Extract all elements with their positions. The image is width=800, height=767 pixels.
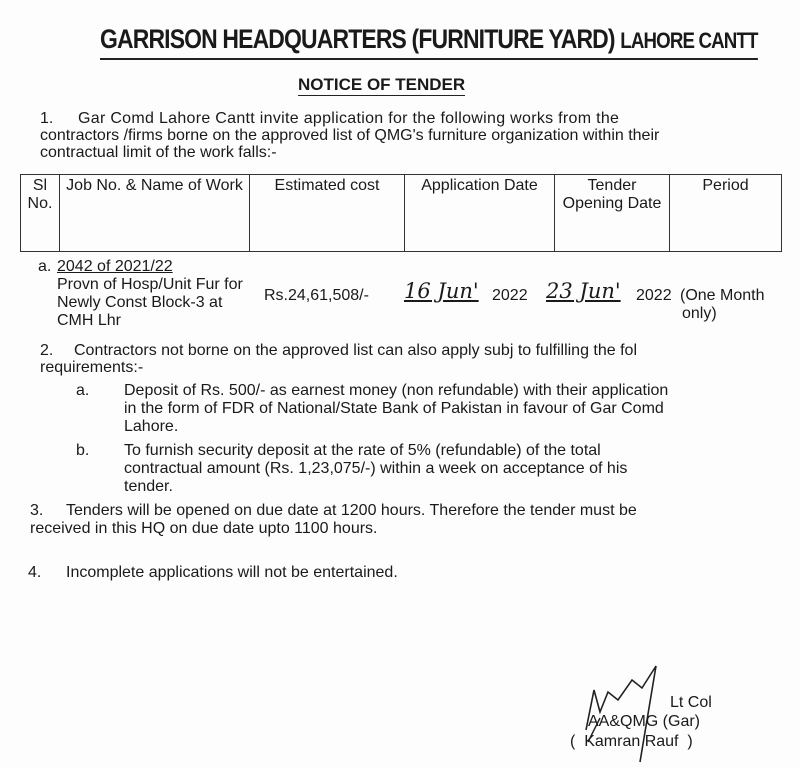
estimated-cost: Rs.24,61,508/- xyxy=(264,287,369,304)
para2a-line: Lahore. xyxy=(124,418,179,435)
para3-line: received in this HQ on due date upto 1100 hours. xyxy=(30,520,378,537)
para2a-line: Deposit of Rs. 500/- as earnest money (non refundable) with their application xyxy=(124,382,669,399)
para3-num: 3. xyxy=(30,502,44,519)
works-table xyxy=(20,174,782,252)
header-sl-no: Sl No. xyxy=(21,175,60,252)
signatory-name: ( Kamran Rauf ) xyxy=(570,733,693,750)
header-app-date: Application Date xyxy=(405,175,555,252)
opening-date-year: 2022 xyxy=(636,287,672,304)
para4-text: Incomplete applications will not be entertained. xyxy=(66,564,398,581)
work-line: Newly Const Block-3 at xyxy=(57,294,223,311)
opening-date-handwritten: 23 Jun' xyxy=(546,279,621,303)
para2b-line: To furnish security deposit at the rate of 5% (refundable) of the total xyxy=(124,442,601,459)
para2-line: requirements:- xyxy=(40,359,144,376)
period-line: only) xyxy=(682,305,717,322)
work-line: Provn of Hosp/Unit Fur for xyxy=(57,276,243,293)
header-period: Period xyxy=(670,175,782,252)
header-opening-date: Tender Opening Date xyxy=(555,175,670,252)
application-date-year: 2022 xyxy=(492,287,528,304)
para1-line: Gar Comd Lahore Cantt invite application for the following works from the xyxy=(78,110,620,127)
para2b-line: tender. xyxy=(124,478,173,495)
job-number: 2042 of 2021/22 xyxy=(57,258,173,275)
para4-num: 4. xyxy=(28,564,42,581)
row-label: a. xyxy=(38,258,52,275)
notice-title: NOTICE OF TENDER xyxy=(298,75,466,94)
para2a-line: in the form of FDR of National/State Bank of Pakistan in favour of Gar Comd xyxy=(124,400,664,417)
signatory-appointment: AA&QMG (Gar) xyxy=(588,713,701,730)
para2b-line: contractual amount (Rs. 1,23,075/-) within a week on acceptance of his xyxy=(124,460,628,477)
para3-line: Tenders will be opened on due date at 1200 hours. Therefore the tender must be xyxy=(66,502,637,519)
para2-num: 2. xyxy=(40,342,54,359)
para2-line: Contractors not borne on the approved list can also apply subj to fulfilling the fol xyxy=(74,342,637,359)
period-line: (One Month xyxy=(680,287,765,304)
page-title xyxy=(100,22,758,60)
title-main: GARRISON HEADQUARTERS (FURNITURE YARD) xyxy=(100,24,615,54)
header-cost: Estimated cost xyxy=(250,175,405,252)
para2b-label: b. xyxy=(76,442,90,459)
work-line: CMH Lhr xyxy=(57,312,122,329)
para1-line: contractual limit of the work falls:- xyxy=(40,144,277,161)
title-location: LAHORE CANTT xyxy=(620,28,758,53)
para2a-label: a. xyxy=(76,382,90,399)
header-job: Job No. & Name of Work xyxy=(60,175,250,252)
para1-num: 1. xyxy=(40,110,54,127)
para1-line: contractors /firms borne on the approved list of QMG's furniture organization within their xyxy=(40,127,660,144)
signatory-rank: Lt Col xyxy=(670,694,712,711)
application-date-handwritten: 16 Jun' xyxy=(404,279,479,303)
